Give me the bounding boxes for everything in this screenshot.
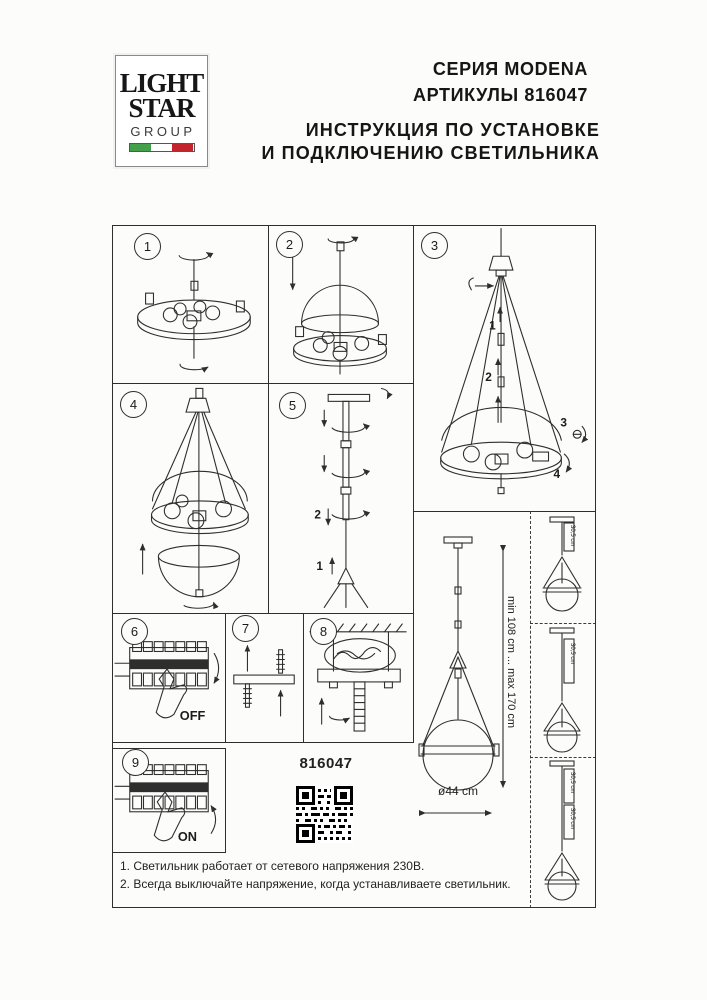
curve-arrow-icon: [582, 426, 585, 442]
title-line-2: И ПОДКЛЮЧЕНИЮ СВЕТИЛЬНИКА: [261, 143, 600, 163]
step-number-1: 1: [134, 233, 161, 260]
variant-c-panel: [530, 757, 596, 908]
rod-length-label: 30,5 cm: [569, 643, 575, 665]
step-number-2: 2: [276, 231, 303, 258]
note-1: 1. Светильник работает от сетевого напряжения 230В.: [120, 859, 425, 873]
variant-b-panel: [530, 623, 596, 758]
screw-icon: [244, 684, 252, 707]
lamp-bulbs: [164, 495, 231, 529]
rod-length-label: 30,5 cm: [569, 525, 575, 547]
mounting-plate: [318, 669, 400, 682]
curve-arrow-icon: [211, 806, 215, 833]
title-line-1: ИНСТРУКЦИЯ ПО УСТАНОВКЕ: [305, 120, 600, 140]
footer-notes: [120, 857, 511, 893]
curve-arrow-icon: [214, 653, 218, 682]
ceiling-plate: [444, 537, 472, 543]
circuit-breaker: [115, 642, 208, 689]
step-4-diagram: [113, 384, 268, 613]
lamp-dome: [152, 471, 249, 533]
diameter-label: ø44 cm: [437, 784, 478, 798]
on-label: ON: [177, 829, 197, 845]
callout-2: 2: [314, 507, 321, 522]
step-number-7: 7: [232, 615, 259, 642]
series-title: СЕРИЯ MODENA: [432, 59, 588, 79]
header-series-block: [413, 56, 588, 108]
extension-rods: [341, 401, 351, 519]
curve-arrow-icon: [381, 389, 388, 399]
callout-2: 2: [485, 369, 492, 384]
callout-1: 1: [489, 318, 496, 333]
curve-arrow-icon: [564, 454, 569, 472]
lamp-bulbs: [163, 301, 219, 329]
flag-red: [172, 144, 193, 151]
rotate-arrow-icon: [330, 716, 350, 720]
rotate-arrow-icon: [180, 364, 208, 369]
cone-connector: [450, 651, 466, 668]
callout-4: 4: [553, 466, 561, 481]
mounting-bar: [234, 675, 294, 684]
hook-tool-icon: [469, 278, 473, 290]
variant-a-diagram: [530, 511, 596, 624]
threaded-tube: [354, 682, 365, 731]
glass-sphere: [423, 720, 493, 790]
cone-edge: [423, 657, 458, 745]
note-2: 2. Всегда выключайте напряжение, когда устанавливаете светильник.: [120, 877, 511, 891]
step-number-9: 9: [122, 749, 149, 776]
logo-group: GROUP: [130, 123, 196, 139]
off-label: OFF: [179, 708, 206, 724]
step-number-5: 5: [279, 392, 306, 419]
cable-grip: [324, 568, 367, 607]
logo-star: STAR: [128, 92, 195, 123]
ceiling-plate: [328, 394, 369, 401]
italian-flag-bar: [129, 143, 195, 152]
rotate-arrow-icon: [184, 603, 214, 609]
dashed-divider-a-b: [530, 623, 596, 624]
logo-light: LIGHT: [119, 67, 204, 98]
variant-a-panel: [530, 511, 596, 624]
variant-c-diagram: [530, 757, 596, 908]
canopy: [489, 256, 513, 270]
dashed-divider-vertical: [530, 511, 531, 908]
step-number-3: 3: [421, 232, 448, 259]
lightstar-logo: [115, 55, 208, 167]
callout-3: 3: [560, 415, 567, 430]
lamp-bulbs: [463, 442, 548, 470]
flag-white: [151, 144, 172, 151]
flag-green: [130, 144, 151, 151]
cone-edge: [458, 657, 493, 745]
rod-length-label: 30,5 cm: [569, 808, 575, 830]
step-number-4: 4: [120, 391, 147, 418]
step-number-6: 6: [121, 618, 148, 645]
wiring-callout: [325, 639, 396, 672]
page-title: [262, 119, 600, 165]
article-number: 816047: [299, 755, 353, 772]
articles-title: АРТИКУЛЫ 816047: [413, 85, 588, 105]
height-range-label: min 108 cm ... max 170 cm: [505, 595, 517, 729]
callout-1: 1: [316, 559, 323, 574]
dashed-divider-b-c: [530, 757, 596, 758]
step-number-8: 8: [310, 618, 337, 645]
rotate-arrow-icon: [179, 253, 209, 260]
qr-code: [296, 786, 353, 843]
variant-b-diagram: [530, 623, 596, 758]
step-3-diagram: [414, 226, 595, 511]
rod-length-label: 30,5 cm: [569, 772, 575, 794]
screw-icon: [277, 650, 285, 673]
step-3-panel: [413, 225, 596, 512]
canopy: [186, 398, 210, 412]
